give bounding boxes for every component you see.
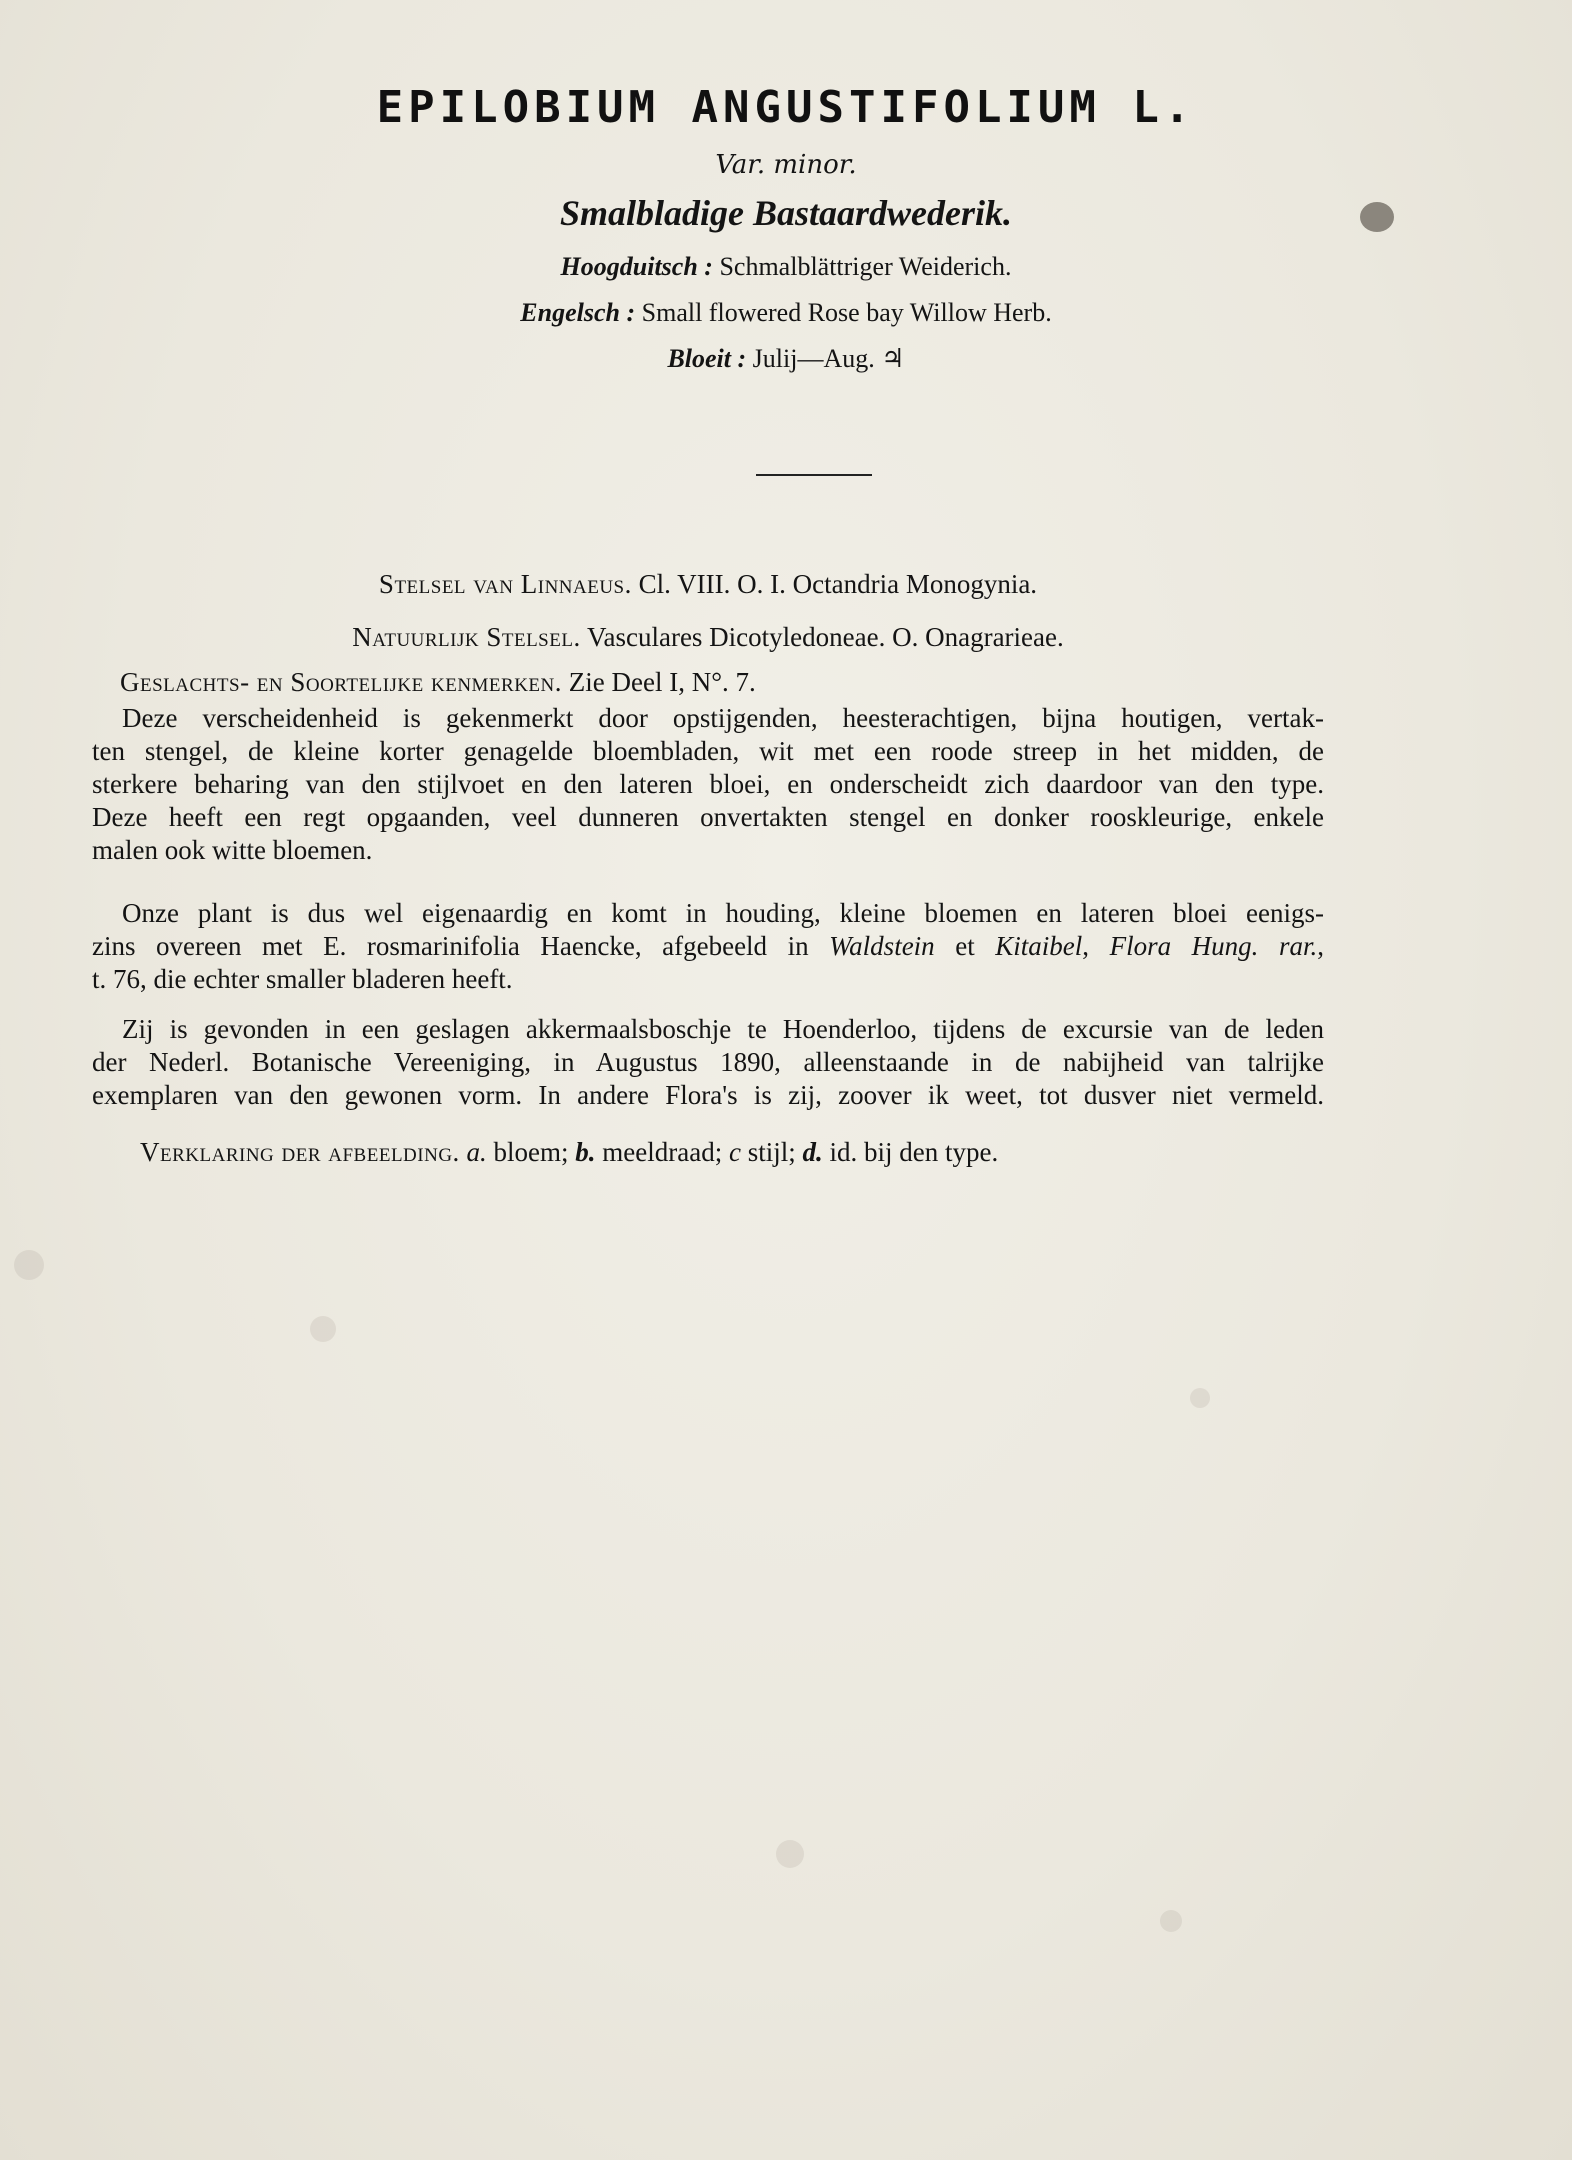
bloom-line: [0, 344, 1572, 374]
author-waldstein: Waldstein: [829, 931, 935, 961]
text-d: id. bij den type.: [822, 1137, 999, 1167]
text-segment: ,: [1317, 931, 1324, 961]
paper-stain: [310, 1316, 336, 1342]
paragraph-line: malen ook witte bloemen.: [92, 835, 373, 865]
natural-system: [92, 621, 1324, 654]
paragraph-line: exemplaren van den gewonen vorm. In andere Flora's is zij, zoover ik weet, tot dusver niet vermeld.: [92, 1080, 1324, 1110]
text-b: meeldraad;: [595, 1137, 729, 1167]
linnaeus-system: [92, 568, 1324, 601]
linnaeus-value: Cl. VIII. O. I. Octandria Monogynia.: [638, 569, 1038, 599]
text-segment: zins overeen met E. rosmarinifolia Haencke, afgebeeld in: [92, 931, 830, 961]
paragraph-line: Onze plant is dus wel eigenaardig en komt in houding, kleine bloemen en lateren bloei eenigs-: [122, 898, 1324, 928]
bloom-value: Julij—Aug. ♃: [752, 344, 905, 373]
paragraph-description: [92, 702, 1324, 867]
german-label: Hoogduitsch :: [560, 252, 713, 281]
characteristics-value: Zie Deel I, N°. 7.: [568, 667, 756, 697]
paragraph-location: [92, 1013, 1324, 1112]
key-c: c: [728, 1137, 741, 1167]
paragraph-line: [92, 930, 1324, 963]
paper-stain: [14, 1250, 44, 1280]
separator-rule: [756, 474, 872, 476]
german-name: Schmalblättriger Weiderich.: [719, 252, 1012, 281]
author-kitaibel: Kitaibel: [995, 931, 1083, 961]
paragraph-line: ten stengel, de kleine korter genagelde bloembladen, wit met een roode streep in het midden, de: [92, 736, 1324, 766]
paragraph-line: der Nederl. Botanische Vereeniging, in Augustus 1890, alleenstaande in de nabijheid van talrijke: [92, 1047, 1324, 1077]
english-label: Engelsch :: [520, 298, 636, 327]
key-d: d.: [802, 1137, 823, 1167]
characteristics-label: Geslachts- en Soortelijke kenmerken.: [120, 667, 563, 697]
key-b: b.: [575, 1137, 596, 1167]
paper-stain: [1190, 1388, 1210, 1408]
linnaeus-label: Stelsel van Linnaeus.: [378, 569, 632, 599]
key-a: a.: [466, 1137, 487, 1167]
bloom-label: Bloeit :: [667, 344, 747, 373]
paragraph-line: sterkere beharing van den stijlvoet en den lateren bloei, en onderscheidt zich daardoor van den type.: [92, 769, 1324, 799]
paper-stain: [1160, 1910, 1182, 1932]
page-title: EPILOBIUM ANGUSTIFOLIUM L.: [376, 82, 1196, 133]
text-a: bloem;: [486, 1137, 576, 1167]
characteristics-line: [120, 666, 1352, 699]
natural-label: Natuurlijk Stelsel.: [352, 622, 581, 652]
figure-explanation: [140, 1136, 1372, 1169]
paragraph-line: Deze heeft een regt opgaanden, veel dunneren onvertakten stengel en donker rooskleurige, enkele: [92, 802, 1324, 832]
dutch-name: Smalbladige Bastaardwederik.: [559, 193, 1013, 233]
paragraph-comparison: [92, 897, 1324, 996]
paragraph-line: Deze verscheidenheid is gekenmerkt door opstijgenden, heesterachtigen, bijna houtigen, vertak-: [122, 703, 1324, 733]
variety-label: Var. minor.: [715, 150, 857, 180]
book-title: Flora Hung. rar.: [1109, 931, 1318, 961]
paper-stain: [776, 1840, 804, 1868]
text-c: stijl;: [740, 1137, 803, 1167]
german-name-line: [0, 252, 1572, 282]
text-segment: ,: [1082, 931, 1110, 961]
english-name-line: [0, 298, 1572, 328]
english-name: Small flowered Rose bay Willow Herb.: [641, 298, 1052, 327]
paragraph-line: t. 76, die echter smaller bladeren heeft.: [92, 964, 513, 994]
text-segment: et: [934, 931, 996, 961]
paragraph-line: Zij is gevonden in een geslagen akkermaalsboschje te Hoenderloo, tijdens de excursie van de leden: [122, 1014, 1324, 1044]
explanation-label: Verklaring der afbeelding.: [140, 1137, 460, 1167]
natural-value: Vasculares Dicotyledoneae. O. Onagrarieae.: [586, 622, 1064, 652]
